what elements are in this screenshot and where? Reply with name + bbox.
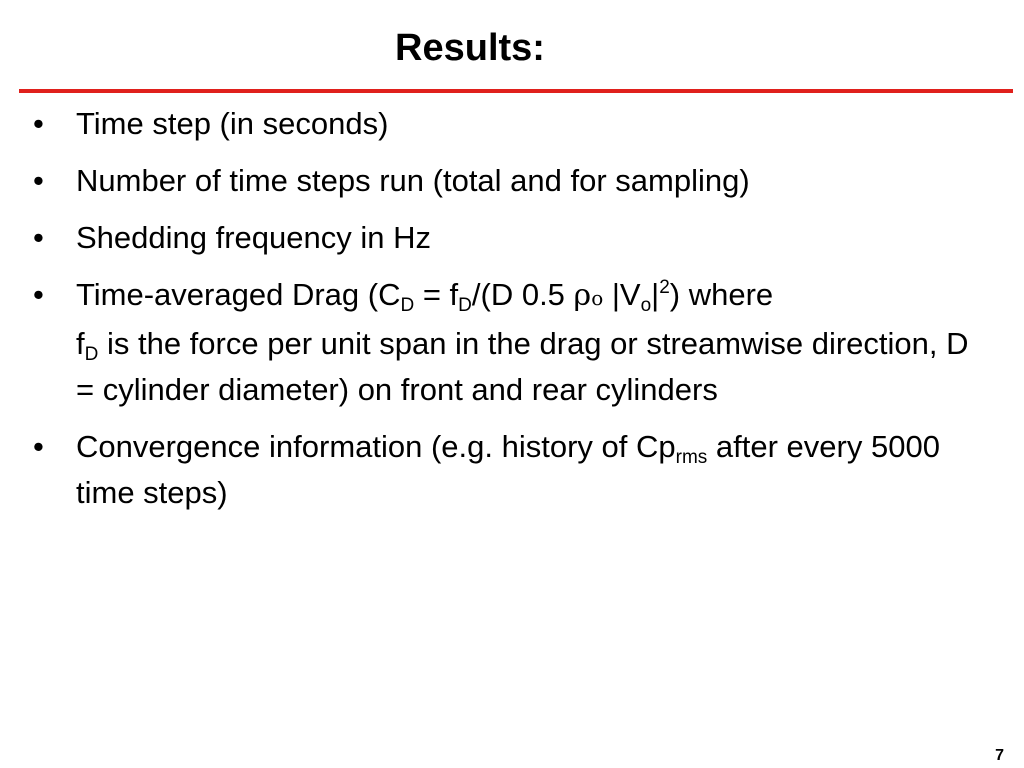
bullet-marker: • bbox=[33, 220, 44, 255]
greek-subscript: o bbox=[591, 286, 604, 310]
subscript: D bbox=[458, 295, 472, 316]
bullet-marker: • bbox=[33, 163, 44, 198]
bullet-text: Shedding frequency in Hz bbox=[76, 220, 432, 255]
bullet-list bbox=[33, 101, 993, 527]
bullet-item-shedding-frequency bbox=[33, 215, 993, 261]
text-run: | bbox=[651, 277, 660, 312]
text-run: = f bbox=[414, 277, 459, 312]
text-run: f bbox=[76, 326, 85, 361]
subscript: o bbox=[640, 295, 652, 316]
bullet-text: Number of time steps run (total and for sampling) bbox=[76, 163, 750, 198]
bullet-marker: • bbox=[33, 277, 44, 312]
text-run: is the force per unit span in the drag or streamwise direction, D = cylinder diameter) on front and rear cylinders bbox=[76, 326, 969, 407]
bullet-text-convergence bbox=[76, 429, 940, 510]
slide-title: Results: bbox=[395, 27, 545, 69]
bullet-marker: • bbox=[33, 429, 44, 464]
text-run: after every 5000 time steps) bbox=[76, 429, 940, 510]
bullet-text: Time step (in seconds) bbox=[76, 106, 389, 141]
bullet-marker: • bbox=[33, 106, 44, 141]
subscript: rms bbox=[675, 447, 708, 468]
text-run: Convergence information (e.g. history of Cp bbox=[76, 429, 676, 464]
text-run: |V bbox=[603, 277, 641, 312]
bullet-item-drag bbox=[33, 272, 993, 413]
superscript: 2 bbox=[659, 277, 670, 298]
text-run: ) where bbox=[669, 277, 774, 312]
subscript: D bbox=[84, 344, 99, 365]
greek-rho: ρ bbox=[573, 278, 592, 313]
text-run: /(D 0.5 bbox=[471, 277, 574, 312]
title-divider bbox=[19, 89, 1013, 93]
bullet-text-drag-definition bbox=[76, 277, 969, 407]
subscript: D bbox=[400, 295, 415, 316]
bullet-item-number-of-steps bbox=[33, 158, 993, 204]
page-number: 7 bbox=[995, 747, 1004, 764]
bullet-item-time-step bbox=[33, 101, 993, 147]
text-run: Time-averaged Drag (C bbox=[76, 277, 401, 312]
bullet-item-convergence bbox=[33, 424, 993, 516]
